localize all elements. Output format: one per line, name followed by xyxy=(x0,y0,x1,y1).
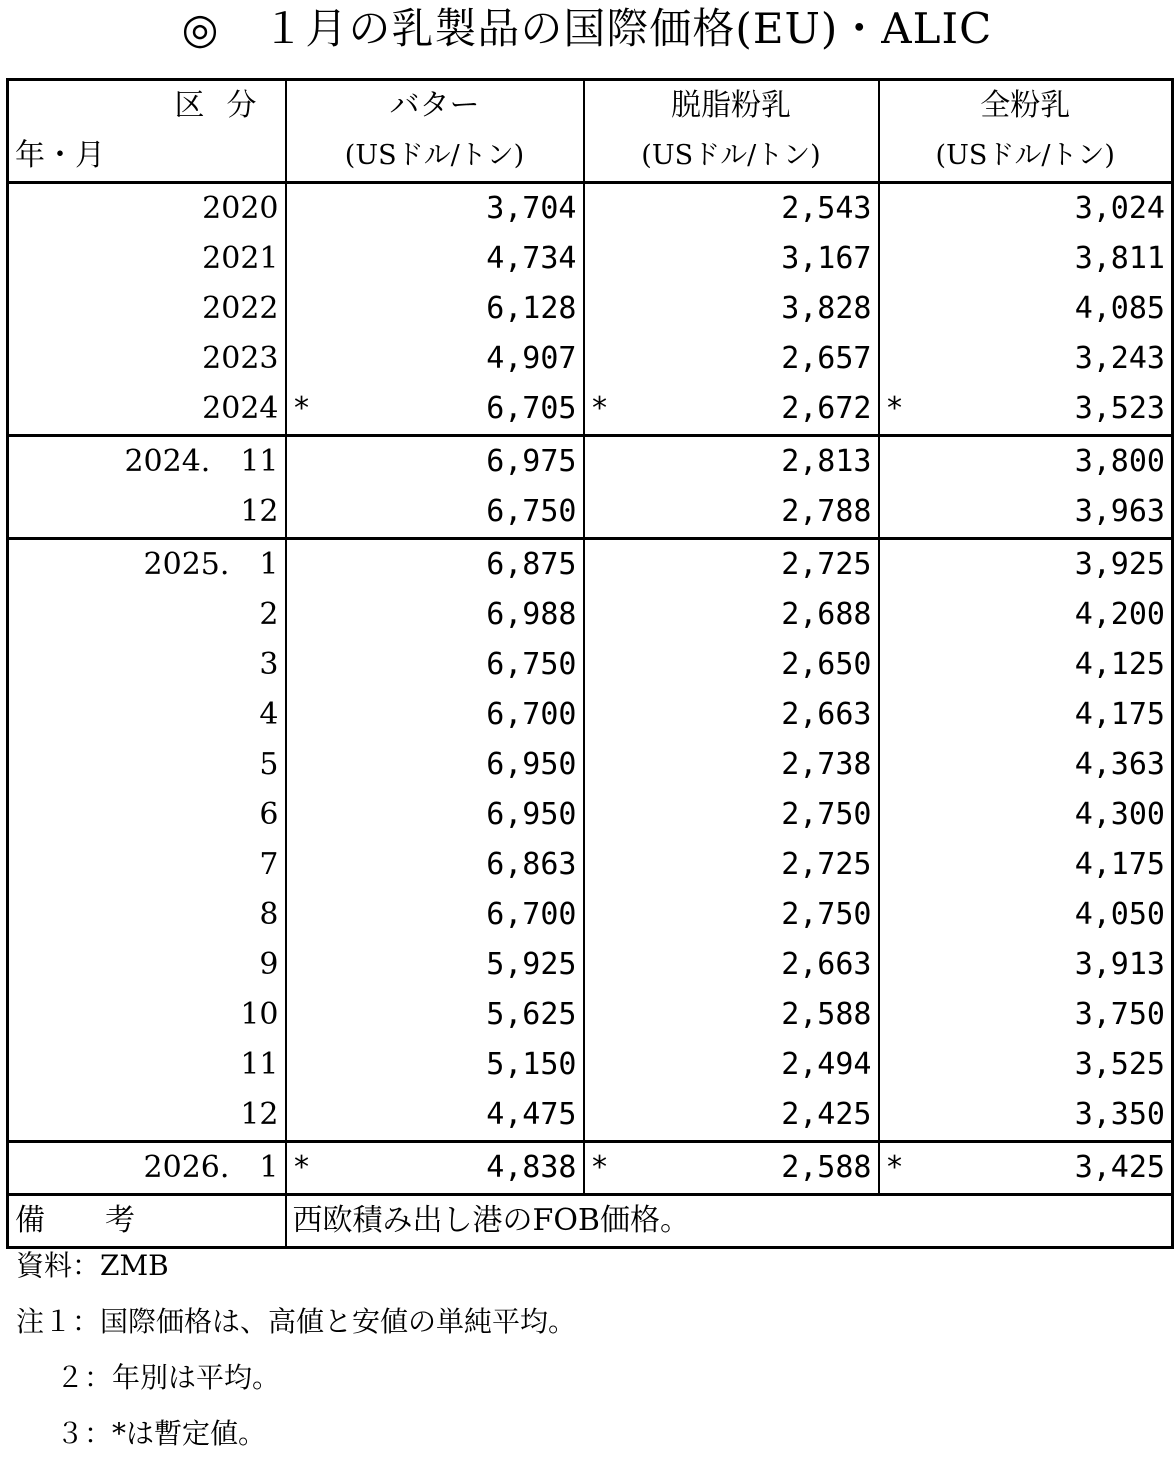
value-text: 4,175 xyxy=(1074,847,1165,882)
value-text: 6,705 xyxy=(486,391,577,426)
value-skim-milk-powder xyxy=(584,590,879,640)
value-butter xyxy=(286,183,584,235)
value-butter xyxy=(286,1142,584,1195)
table-row xyxy=(8,334,1173,384)
value-text: 4,734 xyxy=(486,241,577,276)
source-note: 資料：ZMB xyxy=(16,1249,169,1282)
header-butter: バター xyxy=(286,80,584,132)
value-text: 3,024 xyxy=(1074,191,1165,226)
value-whole-milk-powder xyxy=(879,640,1173,690)
value-text: 4,050 xyxy=(1074,897,1165,932)
value-skim-milk-powder xyxy=(584,539,879,591)
value-text: 2,725 xyxy=(781,847,872,882)
value-text: 6,128 xyxy=(486,291,577,326)
table-row xyxy=(8,1040,1173,1090)
period-cell: 2022 xyxy=(8,284,286,334)
value-butter xyxy=(286,284,584,334)
value-text: 6,750 xyxy=(486,647,577,682)
value-text: 2,750 xyxy=(781,797,872,832)
value-butter xyxy=(286,234,584,284)
value-text: 2,663 xyxy=(781,947,872,982)
value-butter xyxy=(286,840,584,890)
value-text: 3,243 xyxy=(1074,341,1165,376)
value-text: 3,811 xyxy=(1074,241,1165,276)
period-cell: 2024 xyxy=(8,384,286,436)
value-text: 6,975 xyxy=(486,444,577,479)
value-text: 6,950 xyxy=(486,797,577,832)
table-row xyxy=(8,539,1173,591)
value-text: 2,663 xyxy=(781,697,872,732)
value-text: 3,925 xyxy=(1074,547,1165,582)
value-text: 3,704 xyxy=(486,191,577,226)
value-butter xyxy=(286,334,584,384)
value-text: 4,300 xyxy=(1074,797,1165,832)
table-row xyxy=(8,840,1173,890)
page-title: ◎ １月の乳製品の国際価格(EU)・ALIC xyxy=(181,4,993,53)
header-corner-period: 年・月 xyxy=(8,131,286,183)
table-row xyxy=(8,436,1173,488)
value-text: 6,875 xyxy=(486,547,577,582)
period-cell: 5 xyxy=(8,740,286,790)
value-whole-milk-powder xyxy=(879,234,1173,284)
note-2: ２：年別は平均。 xyxy=(56,1361,281,1394)
table-row xyxy=(8,487,1173,539)
value-skim-milk-powder xyxy=(584,436,879,488)
period-cell: 12 xyxy=(8,487,286,539)
value-text: 2,672 xyxy=(781,391,872,426)
value-text: 3,167 xyxy=(781,241,872,276)
value-text: 6,863 xyxy=(486,847,577,882)
value-text: 3,913 xyxy=(1074,947,1165,982)
value-skim-milk-powder xyxy=(584,990,879,1040)
remarks-label: 備考 xyxy=(8,1195,286,1248)
footnotes xyxy=(16,1238,576,1462)
value-text: 3,800 xyxy=(1074,444,1165,479)
header-row-names xyxy=(8,80,1173,132)
value-text: 5,625 xyxy=(486,997,577,1032)
value-butter xyxy=(286,384,584,436)
value-skim-milk-powder xyxy=(584,183,879,235)
table-row xyxy=(8,384,1173,436)
value-text: 6,988 xyxy=(486,597,577,632)
value-text: 2,788 xyxy=(781,494,872,529)
value-text: 2,588 xyxy=(781,1150,872,1185)
value-skim-milk-powder xyxy=(584,890,879,940)
period-cell: 6 xyxy=(8,790,286,840)
period-cell: 7 xyxy=(8,840,286,890)
price-table xyxy=(6,78,1174,1249)
value-text: 2,725 xyxy=(781,547,872,582)
period-cell: 11 xyxy=(8,1040,286,1090)
value-text: 5,150 xyxy=(486,1047,577,1082)
value-skim-milk-powder xyxy=(584,740,879,790)
table-row xyxy=(8,284,1173,334)
period-cell: 3 xyxy=(8,640,286,690)
value-whole-milk-powder xyxy=(879,183,1173,235)
table-row xyxy=(8,590,1173,640)
remarks-text: 西欧積み出し港のFOB価格。 xyxy=(286,1195,1173,1248)
provisional-mark: * xyxy=(590,1150,609,1185)
period-cell: 2 xyxy=(8,590,286,640)
value-text: 2,813 xyxy=(781,444,872,479)
value-text: 4,838 xyxy=(486,1150,577,1185)
value-skim-milk-powder xyxy=(584,940,879,990)
value-whole-milk-powder xyxy=(879,1090,1173,1142)
value-text: 3,523 xyxy=(1074,391,1165,426)
value-whole-milk-powder xyxy=(879,384,1173,436)
table-row xyxy=(8,890,1173,940)
value-butter xyxy=(286,940,584,990)
table-row xyxy=(8,1142,1173,1195)
value-text: 3,750 xyxy=(1074,997,1165,1032)
table-row xyxy=(8,940,1173,990)
value-text: 6,700 xyxy=(486,897,577,932)
value-text: 4,363 xyxy=(1074,747,1165,782)
period-cell: 2023 xyxy=(8,334,286,384)
value-skim-milk-powder xyxy=(584,234,879,284)
table-row xyxy=(8,640,1173,690)
note-3: ３：*は暫定値。 xyxy=(56,1417,267,1450)
value-text: 3,350 xyxy=(1074,1097,1165,1132)
value-butter xyxy=(286,1040,584,1090)
value-whole-milk-powder xyxy=(879,334,1173,384)
provisional-mark: * xyxy=(292,1150,311,1185)
value-text: 4,175 xyxy=(1074,697,1165,732)
note-1: 注１：国際価格は、高値と安値の単純平均。 xyxy=(16,1305,577,1338)
value-butter xyxy=(286,890,584,940)
value-whole-milk-powder xyxy=(879,487,1173,539)
value-skim-milk-powder xyxy=(584,334,879,384)
value-skim-milk-powder xyxy=(584,840,879,890)
value-text: 3,828 xyxy=(781,291,872,326)
value-skim-milk-powder xyxy=(584,1142,879,1195)
value-text: 2,688 xyxy=(781,597,872,632)
period-cell: 9 xyxy=(8,940,286,990)
value-butter xyxy=(286,590,584,640)
unit-butter: (USドル/トン) xyxy=(286,131,584,183)
period-cell: 8 xyxy=(8,890,286,940)
value-whole-milk-powder xyxy=(879,840,1173,890)
value-butter xyxy=(286,487,584,539)
value-text: 4,200 xyxy=(1074,597,1165,632)
value-text: 2,650 xyxy=(781,647,872,682)
provisional-mark: * xyxy=(885,1150,904,1185)
unit-skim-milk-powder: (USドル/トン) xyxy=(584,131,879,183)
value-skim-milk-powder xyxy=(584,640,879,690)
period-cell: 12 xyxy=(8,1090,286,1142)
value-butter xyxy=(286,539,584,591)
value-butter xyxy=(286,690,584,740)
value-whole-milk-powder xyxy=(879,284,1173,334)
value-skim-milk-powder xyxy=(584,1040,879,1090)
value-text: 4,907 xyxy=(486,341,577,376)
value-whole-milk-powder xyxy=(879,790,1173,840)
value-text: 3,525 xyxy=(1074,1047,1165,1082)
value-text: 2,750 xyxy=(781,897,872,932)
value-text: 6,700 xyxy=(486,697,577,732)
table-row xyxy=(8,1090,1173,1142)
value-skim-milk-powder xyxy=(584,690,879,740)
value-whole-milk-powder xyxy=(879,890,1173,940)
value-skim-milk-powder xyxy=(584,790,879,840)
value-text: 6,750 xyxy=(486,494,577,529)
value-skim-milk-powder xyxy=(584,487,879,539)
provisional-mark: * xyxy=(590,391,609,426)
value-whole-milk-powder xyxy=(879,690,1173,740)
value-text: 4,125 xyxy=(1074,647,1165,682)
period-cell: 2025. 1 xyxy=(8,539,286,591)
value-butter xyxy=(286,640,584,690)
value-text: 2,738 xyxy=(781,747,872,782)
value-whole-milk-powder xyxy=(879,436,1173,488)
header-skim-milk-powder: 脱脂粉乳 xyxy=(584,80,879,132)
value-text: 2,425 xyxy=(781,1097,872,1132)
table-row xyxy=(8,990,1173,1040)
value-whole-milk-powder xyxy=(879,539,1173,591)
provisional-mark: * xyxy=(292,391,311,426)
value-text: 4,085 xyxy=(1074,291,1165,326)
value-butter xyxy=(286,990,584,1040)
period-cell: 2026. 1 xyxy=(8,1142,286,1195)
period-cell: 10 xyxy=(8,990,286,1040)
header-whole-milk-powder: 全粉乳 xyxy=(879,80,1173,132)
value-whole-milk-powder xyxy=(879,1040,1173,1090)
table-row xyxy=(8,234,1173,284)
value-skim-milk-powder xyxy=(584,384,879,436)
value-butter xyxy=(286,1090,584,1142)
value-butter xyxy=(286,436,584,488)
period-cell: 2021 xyxy=(8,234,286,284)
value-butter xyxy=(286,740,584,790)
value-text: 2,657 xyxy=(781,341,872,376)
value-butter xyxy=(286,790,584,840)
value-whole-milk-powder xyxy=(879,740,1173,790)
value-text: 3,425 xyxy=(1074,1150,1165,1185)
value-whole-milk-powder xyxy=(879,940,1173,990)
provisional-mark: * xyxy=(885,391,904,426)
period-cell: 2024. 11 xyxy=(8,436,286,488)
value-text: 3,963 xyxy=(1074,494,1165,529)
value-whole-milk-powder xyxy=(879,990,1173,1040)
table-row xyxy=(8,790,1173,840)
table-row xyxy=(8,690,1173,740)
value-skim-milk-powder xyxy=(584,1090,879,1142)
period-cell: 2020 xyxy=(8,183,286,235)
value-text: 5,925 xyxy=(486,947,577,982)
value-text: 2,588 xyxy=(781,997,872,1032)
value-skim-milk-powder xyxy=(584,284,879,334)
header-row-units xyxy=(8,131,1173,183)
header-corner-category: 区分 xyxy=(8,80,286,132)
value-whole-milk-powder xyxy=(879,590,1173,640)
value-text: 4,475 xyxy=(486,1097,577,1132)
value-whole-milk-powder xyxy=(879,1142,1173,1195)
table-row xyxy=(8,183,1173,235)
period-cell: 4 xyxy=(8,690,286,740)
value-text: 2,494 xyxy=(781,1047,872,1082)
unit-whole-milk-powder: (USドル/トン) xyxy=(879,131,1173,183)
value-text: 6,950 xyxy=(486,747,577,782)
value-text: 2,543 xyxy=(781,191,872,226)
table-row xyxy=(8,740,1173,790)
